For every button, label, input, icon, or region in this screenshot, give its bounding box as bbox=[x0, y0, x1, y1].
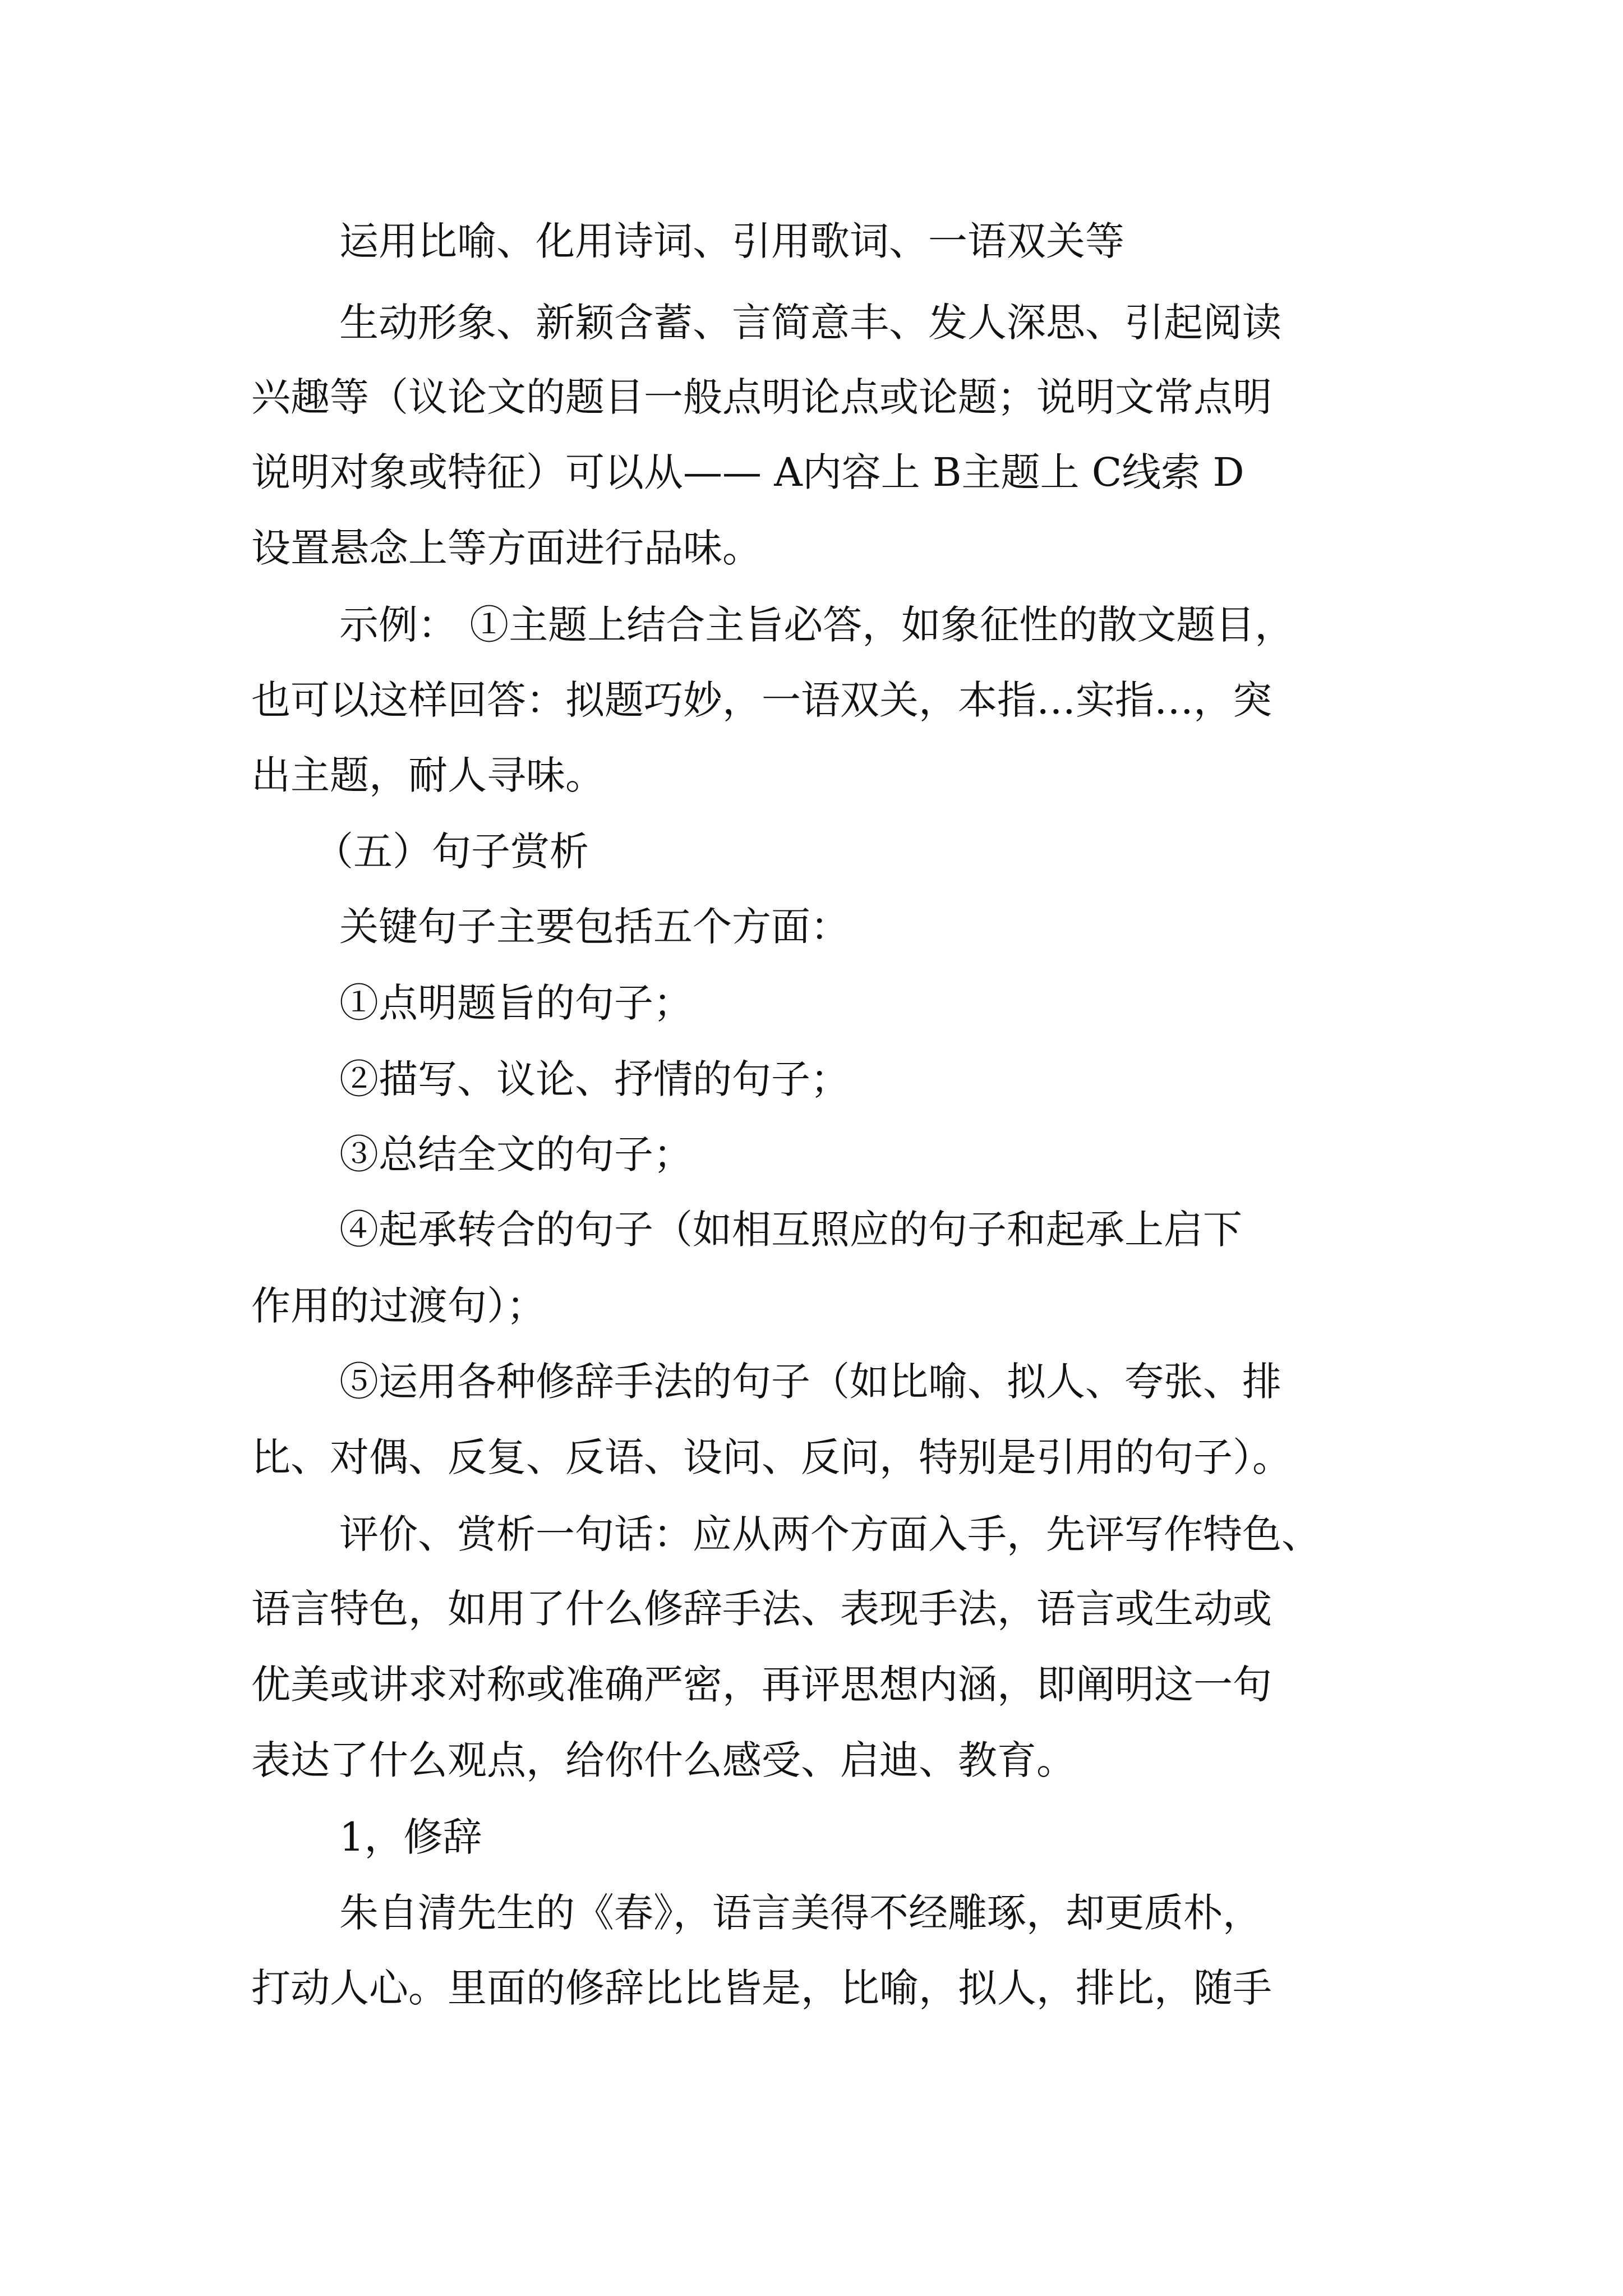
list-item-continuation: 比、对偶、反复、反语、设问、反问，特别是引用的句子）。 bbox=[251, 1434, 1292, 1480]
paragraph-line: 说明对象或特征）可以从—— A内容上 B主题上 C线索 D bbox=[251, 449, 1244, 495]
list-item: ④起承转合的句子（如相互照应的句子和起承上启下 bbox=[339, 1207, 1242, 1253]
paragraph-line: 运用比喻、化用诗词、引用歌词、一语双关等 bbox=[339, 218, 1124, 264]
subsection-heading: 1，修辞 bbox=[339, 1814, 482, 1860]
list-item: ③总结全文的句子； bbox=[339, 1131, 693, 1177]
list-item: ①点明题旨的句子； bbox=[339, 980, 693, 1026]
paragraph-line: 示例： ①主题上结合主旨必答，如象征性的散文题目， bbox=[339, 602, 1294, 648]
paragraph-line: 出主题，耐人寻味。 bbox=[251, 752, 605, 798]
paragraph-line: 打动人心。里面的修辞比比皆是，比喻，拟人，排比，随手 bbox=[251, 1965, 1272, 2011]
paragraph-line: 评价、赏析一句话：应从两个方面入手，先评写作特色、 bbox=[339, 1511, 1321, 1557]
paragraph-line: 关键句子主要包括五个方面： bbox=[339, 904, 850, 950]
paragraph-line: 兴趣等（议论文的题目一般点明论点或论题；说明文常点明 bbox=[251, 374, 1272, 420]
list-item-continuation: 作用的过渡句）； bbox=[251, 1283, 546, 1329]
paragraph-line: 朱自清先生的《春》，语言美得不经雕琢，却更质朴， bbox=[339, 1890, 1262, 1936]
paragraph-line: 也可以这样回答：拟题巧妙，一语双关，本指…实指…，突 bbox=[251, 677, 1272, 723]
paragraph-line: 设置悬念上等方面进行品味。 bbox=[251, 525, 762, 571]
list-item: ⑤运用各种修辞手法的句子（如比喻、拟人、夸张、排 bbox=[339, 1359, 1281, 1405]
list-item: ②描写、议论、抒情的句子； bbox=[339, 1056, 850, 1102]
paragraph-line: 语言特色，如用了什么修辞手法、表现手法，语言或生动或 bbox=[251, 1586, 1272, 1632]
section-heading: （五）句子赏析 bbox=[314, 829, 589, 875]
paragraph-line: 表达了什么观点，给你什么感受、启迪、教育。 bbox=[251, 1737, 1076, 1783]
paragraph-line: 优美或讲求对称或准确严密，再评思想内涵，即阐明这一句 bbox=[251, 1662, 1272, 1708]
paragraph-line: 生动形象、新颖含蓄、言简意丰、发人深思、引起阅读 bbox=[339, 300, 1281, 346]
